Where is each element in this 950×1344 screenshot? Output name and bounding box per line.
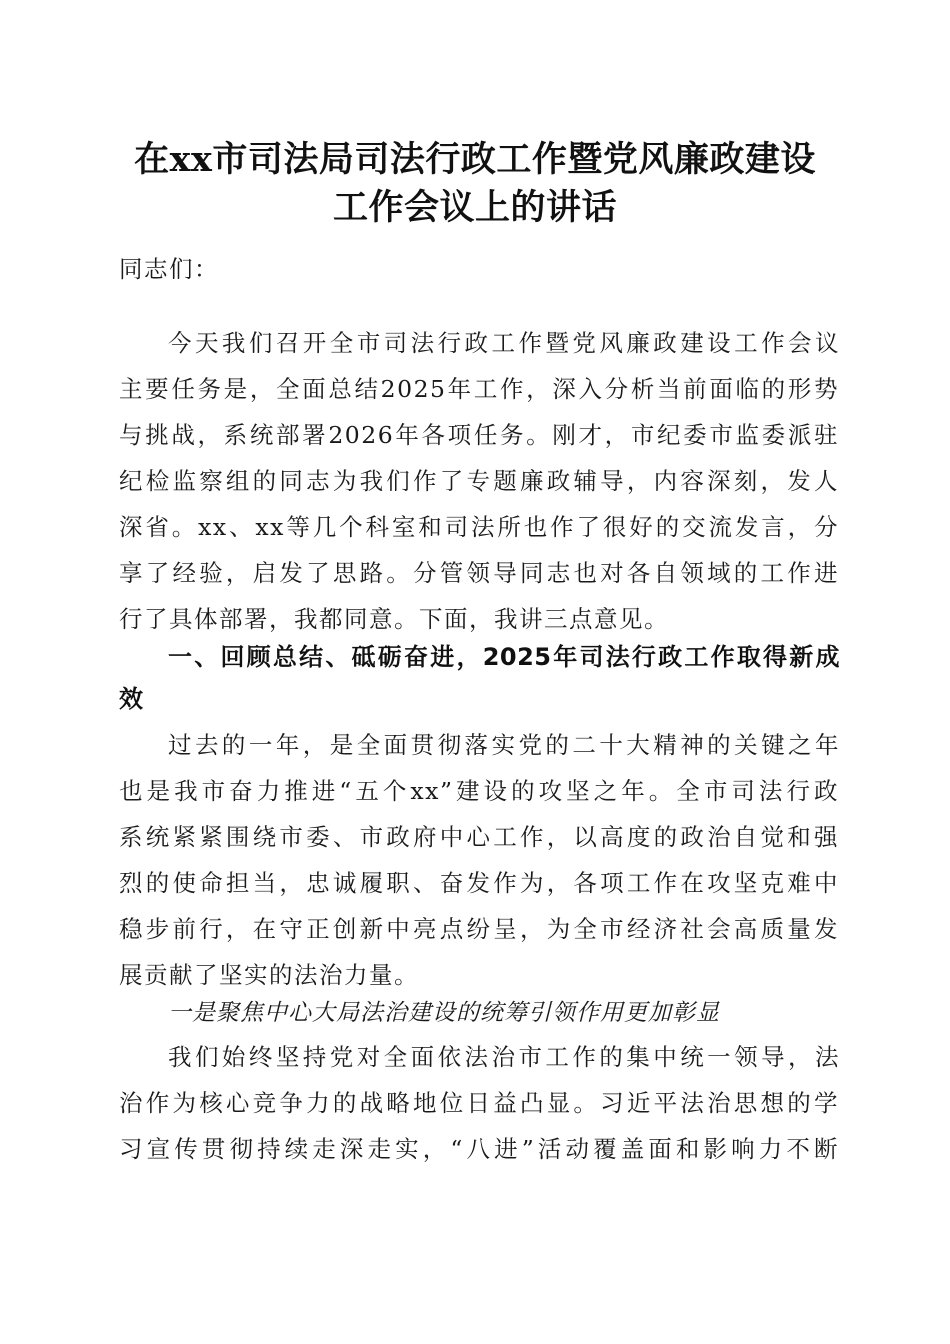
title-line-2: 工作会议上的讲话 [332,187,617,228]
paragraph-line: 纪检监察组的同志为我们作了专题廉政辅导，内容深刻，发人 [119,467,839,495]
paragraph-line: 稳步前行，在守正创新中亮点纷呈，为全市经济社会高质量发 [119,915,839,943]
section-heading: 一、回顾总结、砥砺奋进，2025年司法行政工作取得新成 [168,643,840,671]
paragraph-line: 我们始终坚持党对全面依法治市工作的集中统一领导，法 [168,1043,840,1071]
paragraph-line: 与挑战，系统部署2026年各项任务。刚才，市纪委市监委派驻 [119,421,839,449]
title-line-1: 在xx市司法局司法行政工作暨党风廉政建设 [134,139,816,180]
paragraph-line: 展贡献了坚实的法治力量。 [119,961,419,989]
paragraph-line: 今天我们召开全市司法行政工作暨党风廉政建设工作会议 [168,329,840,357]
paragraph-line: 烈的使命担当，忠诚履职、奋发作为，各项工作在攻坚克难中 [119,869,839,897]
section-heading-cont: 效 [119,685,144,713]
paragraph-line: 系统紧紧围绕市委、市政府中心工作，以高度的政治自觉和强 [119,823,839,851]
paragraph-line: 主要任务是，全面总结2025年工作，深入分析当前面临的形势 [119,375,839,403]
paragraph-line: 习宣传贯彻持续走深走实，“八进”活动覆盖面和影响力不断 [119,1135,839,1163]
paragraph-line: 也是我市奋力推进“五个xx”建设的攻坚之年。全市司法行政 [119,777,839,805]
document-title [100,136,850,232]
paragraph-line: 过去的一年，是全面贯彻落实党的二十大精神的关键之年 [168,731,840,759]
paragraph-line: 行了具体部署，我都同意。下面，我讲三点意见。 [119,605,669,633]
paragraph-line: 享了经验，启发了思路。分管领导同志也对各自领域的工作进 [119,559,839,587]
paragraph-line: 深省。xx、xx等几个科室和司法所也作了很好的交流发言，分 [119,513,839,541]
subheading: 一是聚焦中心大局法治建设的统筹引领作用更加彰显 [168,1000,720,1026]
salutation: 同志们： [119,255,219,283]
paragraph-line: 治作为核心竞争力的战略地位日益凸显。习近平法治思想的学 [119,1089,839,1117]
